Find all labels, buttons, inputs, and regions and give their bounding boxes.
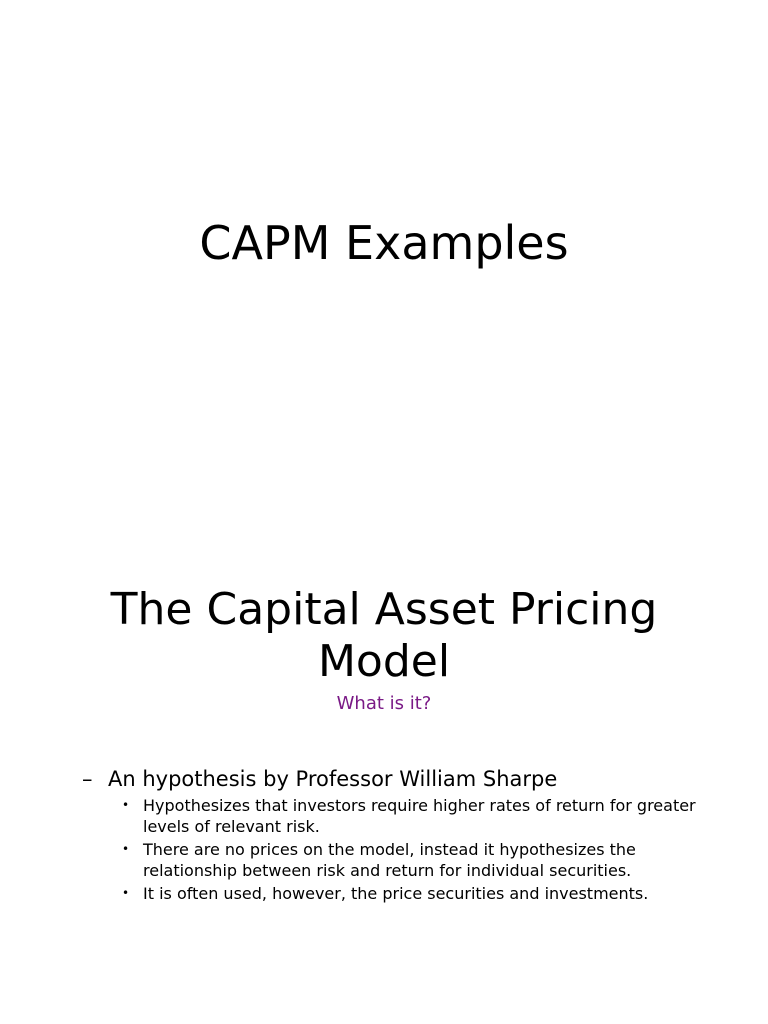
list-item xyxy=(122,795,742,837)
list-item xyxy=(122,839,742,881)
section-title-line-2: Model xyxy=(317,636,451,687)
section-title xyxy=(40,584,728,688)
main-point xyxy=(82,765,557,793)
section-title-line-1: The Capital Asset Pricing xyxy=(110,584,658,635)
slide-title: CAPM Examples xyxy=(199,216,569,270)
list-item-line-1: It is often used, however, the price securities and investments. xyxy=(143,884,649,903)
list-item xyxy=(122,883,742,904)
bullet-marker: • xyxy=(122,842,130,856)
main-point-text: An hypothesis by Professor William Sharpe xyxy=(108,767,558,791)
dash-marker: – xyxy=(82,767,93,791)
list-item-line-1: Hypothesizes that investors require higher rates of return for greater xyxy=(143,796,696,815)
sub-point-list xyxy=(122,795,742,906)
list-item-line-2: relationship between risk and return for individual securities. xyxy=(143,861,632,880)
list-item-line-2: levels of relevant risk. xyxy=(143,817,320,836)
section-subtitle: What is it? xyxy=(336,693,432,714)
bullet-marker: • xyxy=(122,886,130,900)
list-item-line-1: There are no prices on the model, instead it hypothesizes the xyxy=(143,840,636,859)
bullet-marker: • xyxy=(122,798,130,812)
